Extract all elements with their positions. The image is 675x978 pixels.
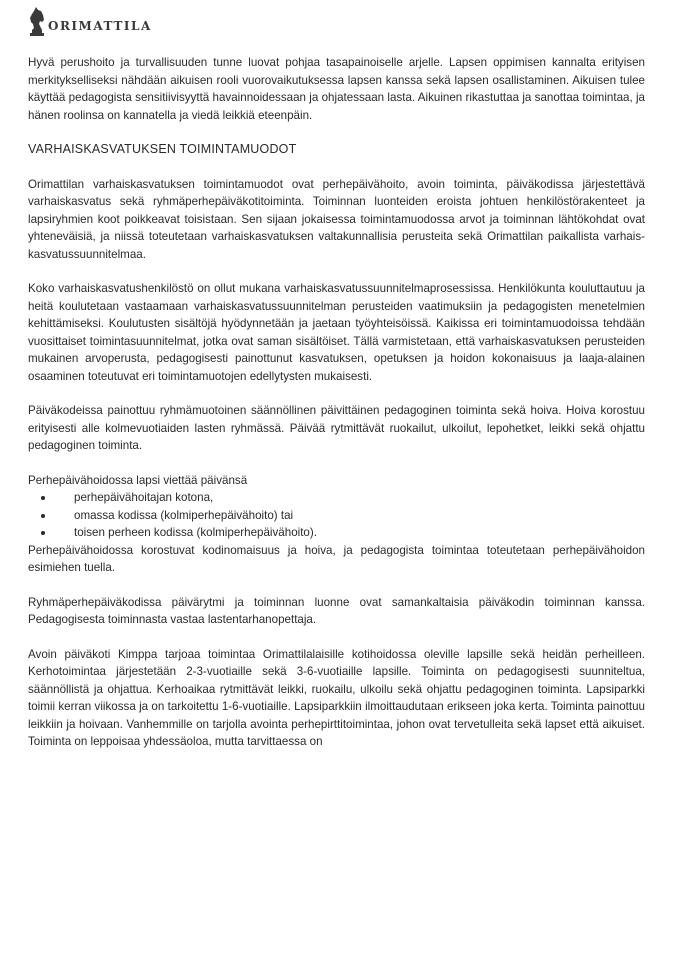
logo-text: ORIMATTILA: [48, 19, 152, 33]
orimattila-logo: [28, 6, 152, 36]
section-heading: VARHAISKASVATUKSEN TOIMINTAMUODOT: [28, 142, 297, 156]
chess-knight-icon: [28, 6, 46, 36]
paragraph-family-daycare-intro: Perhepäivähoidossa lapsi viettää päivänsä: [28, 473, 248, 487]
paragraph-family-daycare: Perhepäivähoidossa korostuvat kodinomaisuus ja hoiva, ja pedagogista toimintaa toteutetaan perhepäivähoidon esimiehen tuella.: [28, 543, 645, 574]
list-item: toisen perheen kodissa (kolmiperhepäivähoito).: [28, 524, 645, 542]
intro-paragraph: Hyvä perushoito ja turvallisuuden tunne luovat pohjaa tasapainoiselle arjelle. Lapsen oppimisen kannalta erityisen merkitykselliseksi nähdään aikuisen rooli vuorovaikutuksessa lapsen kanssa sekä lapsen osallistaminen. Aikuisen tulee käyttää pedagogista sensitiivisyyttä havainnoidessaan ja ohjatessaan lasta. Aikuinen rikastuttaa ja sanottaa toimintaa, ja hänen roolinsa on kannatella ja viedä leikkiä eteenpäin.: [28, 56, 645, 122]
list-item: omassa kodissa (kolmiperhepäivähoito) tai: [28, 507, 645, 525]
paragraph-open-daycare: Avoin päiväkoti Kimppa tarjoaa toimintaa Orimattilalaisille kotihoidossa oleville lapsille sekä heidän perheilleen. Kerhotoimintaa järjestetään 2-3-vuotiaille sekä 3-6-vuotiaille lapsille. Toiminta on pedagogisesti suunniteltua, säännöllistä ja ohjattua. Kerhoaikaa rytmittävät leikki, ruokailu, ulkoilu sekä ohjattu pedagoginen toiminta. Lapsiparkki toimii kerran viikossa ja on tarkoitettu 1-6-vuotiaille. Lapsiparkkiin ilmoittaudutaan erikseen joka kerta. Toiminta painottuu leikkiin ja hoivaan. Vanhemmille on tarjolla avointa perhepirttitoimintaa, johon ovat tervetulleita sekä lapset että aikuiset. Toiminta on leppoisaa yhdessäoloa, mutta tarvittaessa on: [28, 647, 645, 748]
paragraph-group-family-daycare: Ryhmäperhepäiväkodissa päivärytmi ja toiminnan luonne ovat samankaltaisia päiväkodin toiminnan kanssa. Pedagogisesta toiminnasta vastaa lastentarhanopettaja.: [28, 595, 645, 626]
paragraph-daycare: Päiväkodeissa painottuu ryhmämuotoinen säännöllinen päivittäinen pedagoginen toiminta sekä hoiva. Hoiva korostuu erityisesti alle kolmevuotiaiden lasten ryhmässä. Päivää rytmittävät ruokailut, ulkoilut, lepohetket, leikki sekä ohjattu pedagoginen toiminta.: [28, 404, 645, 452]
list-item: perhepäivähoitajan kotona,: [28, 489, 645, 507]
document-body: [28, 54, 645, 768]
paragraph-staff: Koko varhaiskasvatushenkilöstö on ollut mukana varhaiskasvatussuunnitelmaprosessissa. Henkilökunta kouluttautuu ja heitä koulutetaan vastaamaan varhaiskasvatussuunnitelman perusteiden vaatimuksiin ja pedagogisten menetelmien kehittämiseksi. Koulutusten sisältöjä hyödynnetään ja jaetaan työyhteisöissä. Kaikissa eri toimintamuodoissa tehdään vuosittaiset toimintasuunnitelmat, jotka ovat saman sisältöiset. Tällä varmistetaan, että varhaiskasvatuksen perusteiden mukainen arvoperusta, pedagogisesti painottunut kasvatuksen, opetuksen ja hoidon kokonaisuus ja laaja-alainen osaaminen toteutuvat eri toimintamuotojen edellytysten mukaisesti.: [28, 282, 645, 383]
paragraph-forms: Orimattilan varhaiskasvatuksen toimintamuodot ovat perhepäivähoito, avoin toiminta, päiväkodissa järjestettävä varhaiskasvatus sekä ryhmäperhepäiväkotitoiminta. Toiminnan luonteiden eroista johtuen henkilöstörakenteet ja lapsiryhmien koot poikkeavat toisistaan. Sen sijaan jokaisessa toimintamuodossa arvot ja toiminnan lähtökohdat ovat yhteneväisiä, ja niissä toteutetaan varhaiskasvatuksen valtakunnallisia perusteita sekä Orimattilan paikallista varhais-kasvatussuunnitelmaa.: [28, 177, 645, 261]
family-daycare-list: [28, 489, 645, 542]
